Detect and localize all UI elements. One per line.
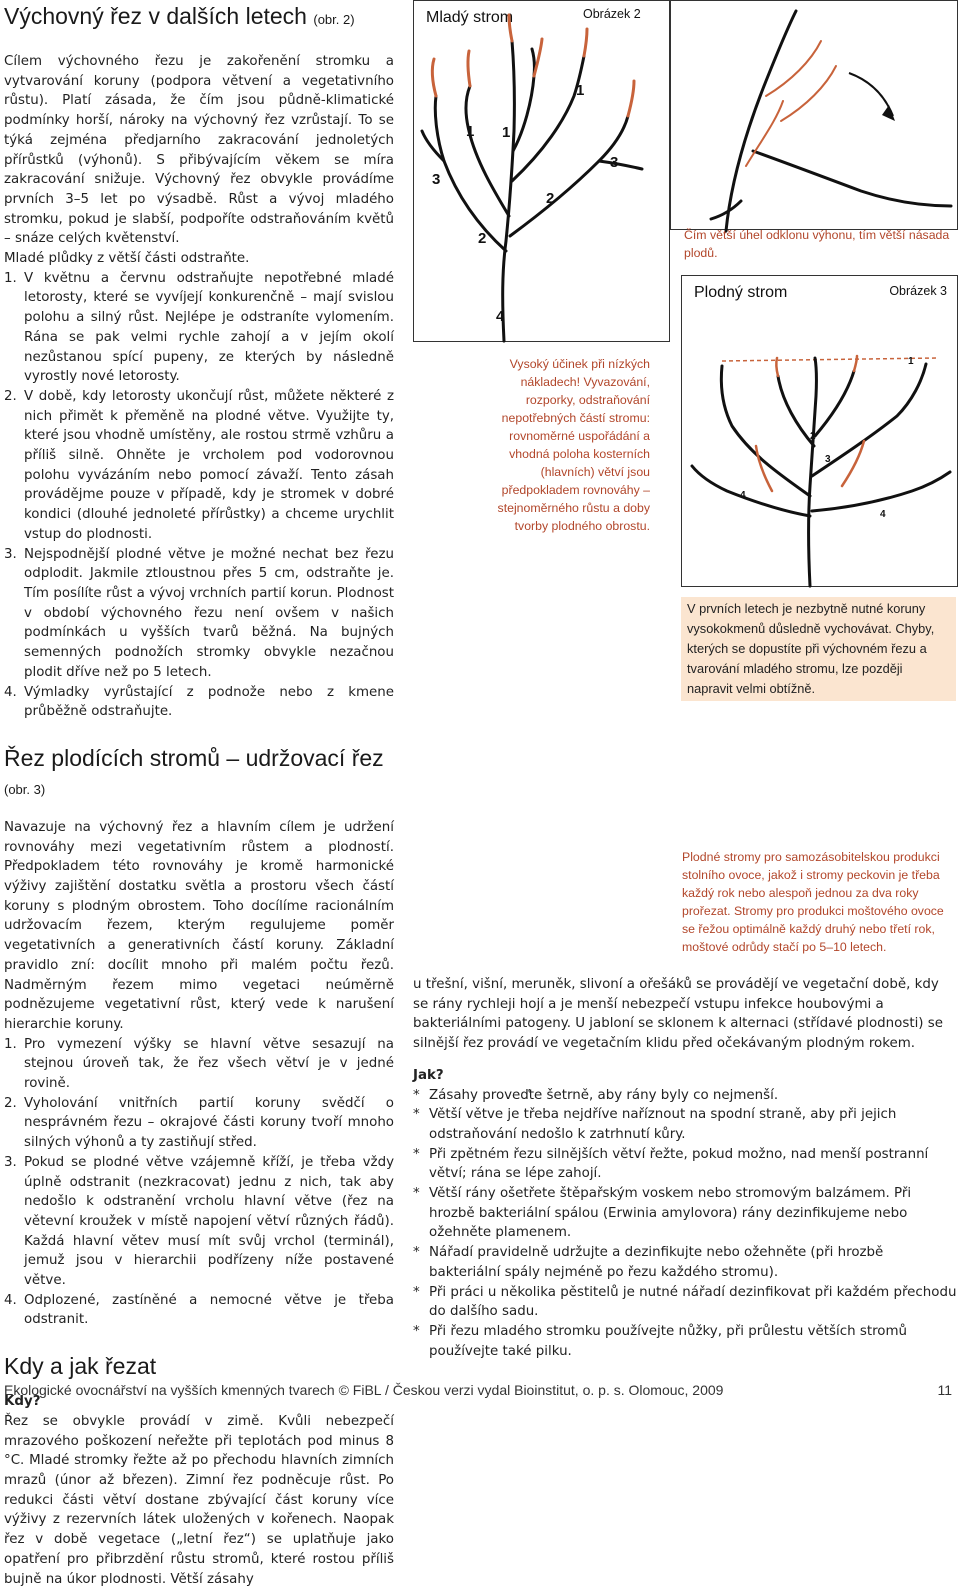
section-title-maintenance-cut: Řez plodících stromů – udržovací řez (obr. 3) — [4, 744, 384, 797]
subheading-when: Kdy? — [4, 1394, 41, 1410]
list-item: 3. Pokud se plodné větve vzájemně kříží, je třeba vždy úplně odstranit (nezkracovat) jednu z nich, tak aby nedošlo k odstranění vrcholu hlavní větve (řez na větevní kroužek v místě napojení větví různých řádů). Každá hlavní větev musí mít svůj vrchol (terminál), jemuž jsou v hierarchii podřízeny níže postavené větve. — [4, 1154, 394, 1289]
list-item: 4. Odplozené, zastíněné a nemocné větve je třeba odstranit. — [4, 1292, 394, 1328]
right-bottom-column — [413, 975, 958, 1361]
list-item: * Při řezu mladého stromku používejte nůžky, při průlestu větších stromů používejte také pilku. — [413, 1323, 908, 1359]
branch-number: 2 — [810, 431, 816, 442]
branch-number: 3 — [432, 171, 441, 188]
education-intro: Cílem výchovného řezu je zakořenění stromku a vytvarování koruny (podpora větvení a vegetativního růstu). Platí zásada, že čím jsou půdně-klimatické podmínky horší, nároky na výchovný řez vzrůstají. To se týká zejména předjarního zakracování jednoletých přírůstků (výhonů). S přibývajícím věkem se míra zakracování snižuje. Výchovný řez obvykle provádíme prvních 3–5 let po výsadbě. Růst a vývoj mladého stromku, pokud je slabší, podpoříte odstraňováním květů – snáze celých květenství. — [4, 54, 394, 247]
maintenance-intro: Navazuje na výchovný řez a hlavním cílem je udržení rovnováhy mezi vegetativním růstem a plodností. Předpokladem této rovnováhy je kromě harmonické výživy zajištění dostatku světla a prostoru všech částí koruny s plodným obrostem. Toho docílíme racionálním udržovacím řezem, kterým regulujeme poměr vegetativních a generativních částí koruny. Základní pravidlo zní: docílit mnoho při malém počtu řezů. Nadměrným řezem mimo vegetaci neúměrně podnězujeme vegetativní růst, který vede k narušení hierarchie koruny. — [4, 819, 394, 1032]
list-item: * Zásahy proveďte šetrně, aby rány byly co nejmenší. — [413, 1087, 779, 1103]
branch-number: 4 — [880, 509, 886, 520]
left-column — [4, 0, 394, 1589]
list-item: * Větší rány ošetřete štěpařským voskem nebo stromovým balzámem. Při hrozbě bakteriální spálou (Erwinia amylovora) rány dezinfikujeme nebo ožehněte plamenem. — [413, 1186, 912, 1241]
fruiting-tree-drawing — [682, 276, 959, 588]
list-item: * Při práci u několika pěstitelů je nutné nářadí dezinfikovat při každém přechodu do dalšího sadu. — [413, 1284, 957, 1320]
branch-number: 1 — [466, 123, 475, 140]
list-item: 2. Vyholování vnitřních partií koruny svědčí o nesprávném řezu – okrajové části koruny tvoří mnoho silných výhonů a ty zastiňují střed. — [4, 1095, 394, 1151]
caption-young-tree: Vysoký účinek při nízkých nákladech! Vyvazování, rozporky, odstraňování nepotřebných částí stromu: rovnoměrné uspořádání a vhodná poloha kosterních (hlavních) větví jsou předpokladem rovnováhy – stejnoměrného růstu a doby tvorby plodného obrostu. — [497, 357, 650, 533]
branch-number: 3 — [825, 454, 831, 465]
list-item: 3. Nejspodnější plodné větve je možné nechat bez řezu odplodit. Jakmile ztloustnou přes 5 cm, odstraňte je. Tím posílíte růst a vývoj vrchních partií korun. Plodnost v období výchovného řezu není ovšem v našich podmínkách u vyšších tvarů běžná. Na bujných semenných podnožích stromky obvykle nezačnou plodit dříve než po 5 letech. — [4, 546, 394, 680]
figure-title: Mladý strom — [426, 9, 514, 26]
continuation-text: u třešní, višní, meruněk, slivoní a ořešáků se provádějí ve vegetační době, kdy se rány rychleji hojí a je menší nebezpečí vstupu infekce houbovými a bakteriálními patogeny. U jabloní se sklonem k alternaci (střídavé plodnosti) se silnější řez provádí ve vegetačním klidu před očekávaným plodným rokem. — [413, 977, 943, 1052]
footer-text: Ekologické ovocnářství na vyšších kmenných tvarech © FiBL / Českou verzi vydal Bioinstitut, o. p. s. Olomouc, 2009 — [4, 1382, 724, 1398]
branch-number: 1 — [908, 356, 914, 367]
branch-number: 2 — [478, 230, 487, 247]
branch-number: 1 — [576, 82, 585, 99]
maintenance-list — [4, 1035, 394, 1331]
page-number: 11 — [937, 1382, 952, 1398]
note-first-years: V prvních letech je nezbytně nutné koruny vysokokmenů důsledně vychovávat. Chyby, kterých se dopustíte při výchovném řezu a tvarování mladého stromu, lze později napravit velmi obtížně. — [681, 597, 956, 701]
figure-label: Obrázek 2 — [583, 7, 641, 21]
list-item: * Větší větve je třeba nejdříve naříznout na spodní straně, aby při jejich odstraňování nedošlo k zatrhnutí kůry. — [413, 1107, 897, 1142]
subheading-how: Jak? — [413, 1067, 444, 1083]
list-item: * Nářadí pravidelně udržujte a dezinfikujte nebo ožehněte (při hrozbě bakteriální spály nejméně po řezu každého stromu). — [413, 1245, 884, 1280]
section-title-education-cut: Výchovný řez v dalších letech (obr. 2) — [4, 3, 355, 29]
list-item: 1. V květnu a červnu odstraňujte nepotřebné mladé letorosty, které se vyvíjejí konkurenčně – mají svislou polohu a silný růst. Nejlépe je odstraníte vylomením. Rána se pak velmi rychle zahojí a v jejím okolí nezůstanou spící pupeny, ze kterých by následně vyrostly nové letorosty. — [4, 270, 394, 385]
list-item: 1. Pro vymezení výšky se hlavní větve sesazují na stejnou úroveň tak, že řez všech větví je v jedné rovině. — [4, 1036, 394, 1092]
branch-number: 4 — [496, 308, 505, 325]
list-item: 2. V době, kdy letorosty ukončují růst, můžete některé z nich přimět k přeměně na plodné větve. Využijte ty, které jsou vhodně umístěny, ale rostou strmě vzhůru a příliš silně. Ohněte je vrcholem pod vodorovnou polohu vyvázáním nebo pomocí závaží. Tento zásah provádějme pouze v případě, kdy je stromek v dobré kondici (dlouhé jednoleté přírůstky) a chceme urychlit vstup do plodnosti. — [4, 388, 394, 542]
figure-young-tree — [413, 0, 670, 342]
when-text: Řez se obvykle provádí v zimě. Kvůli nebezpečí mrazového poškození neřežte při teplotách pod minus 8 °C. Mladé stromky řežte až po přechodu hlavních zimních mrazů (únor až březen). Zimní řez podněcuje růst. Po redukci části větví dostane zbývající část koruny více výživy z rezervních látek uložených v kořenech. Naopak řez v době vegetace („letní řez“) se uplatňuje jako opatření pro přibrzdění růstu stromů, které rostou příliš bujně na úkor plodnosti. Větší zásahy — [4, 1413, 394, 1587]
education-list — [4, 269, 394, 722]
list-item: 4. Výmladky vyrůstající z podnože nebo z kmene průběžně odstraňujte. — [4, 684, 394, 720]
page-footer — [4, 1382, 956, 1398]
branch-number: 4 — [740, 490, 746, 501]
list-item: * Při zpětném řezu silnějších větví řežte, pokud možno, nad menší postranní větví; rána se lépe zahojí. — [413, 1146, 929, 1182]
how-list — [413, 1086, 958, 1362]
branch-angle-drawing — [671, 1, 959, 231]
young-tree-drawing — [414, 1, 671, 343]
branch-number: 3 — [610, 154, 619, 171]
caption-branch-angle: Čím větší úhel odklonu výhonu, tím větší násada plodů. — [684, 228, 950, 260]
section-title-when-how: Kdy a jak řezat — [4, 1353, 157, 1380]
figure-title: Plodný strom — [694, 284, 788, 301]
branch-number: 1 — [502, 124, 511, 141]
caption-fruiting-tree: Plodné stromy pro samozásobitelskou produkci stolního ovoce, jakož i stromy peckovin je třeba každý rok nebo alespoň jednou za dva roky prořezat. Stromy pro produkci moštového ovoce se řežou optimálně každý druhý nebo třetí rok, moštové odrůdy stačí po 5–10 letech. — [682, 850, 944, 954]
figure-label: Obrázek 3 — [889, 284, 947, 298]
education-intro-2: Mladé plůdky z větší části odstraňte. — [4, 251, 250, 267]
figure-branch-angle — [583, 0, 958, 230]
figure-fruiting-tree — [681, 275, 958, 587]
branch-number: 2 — [546, 190, 555, 207]
